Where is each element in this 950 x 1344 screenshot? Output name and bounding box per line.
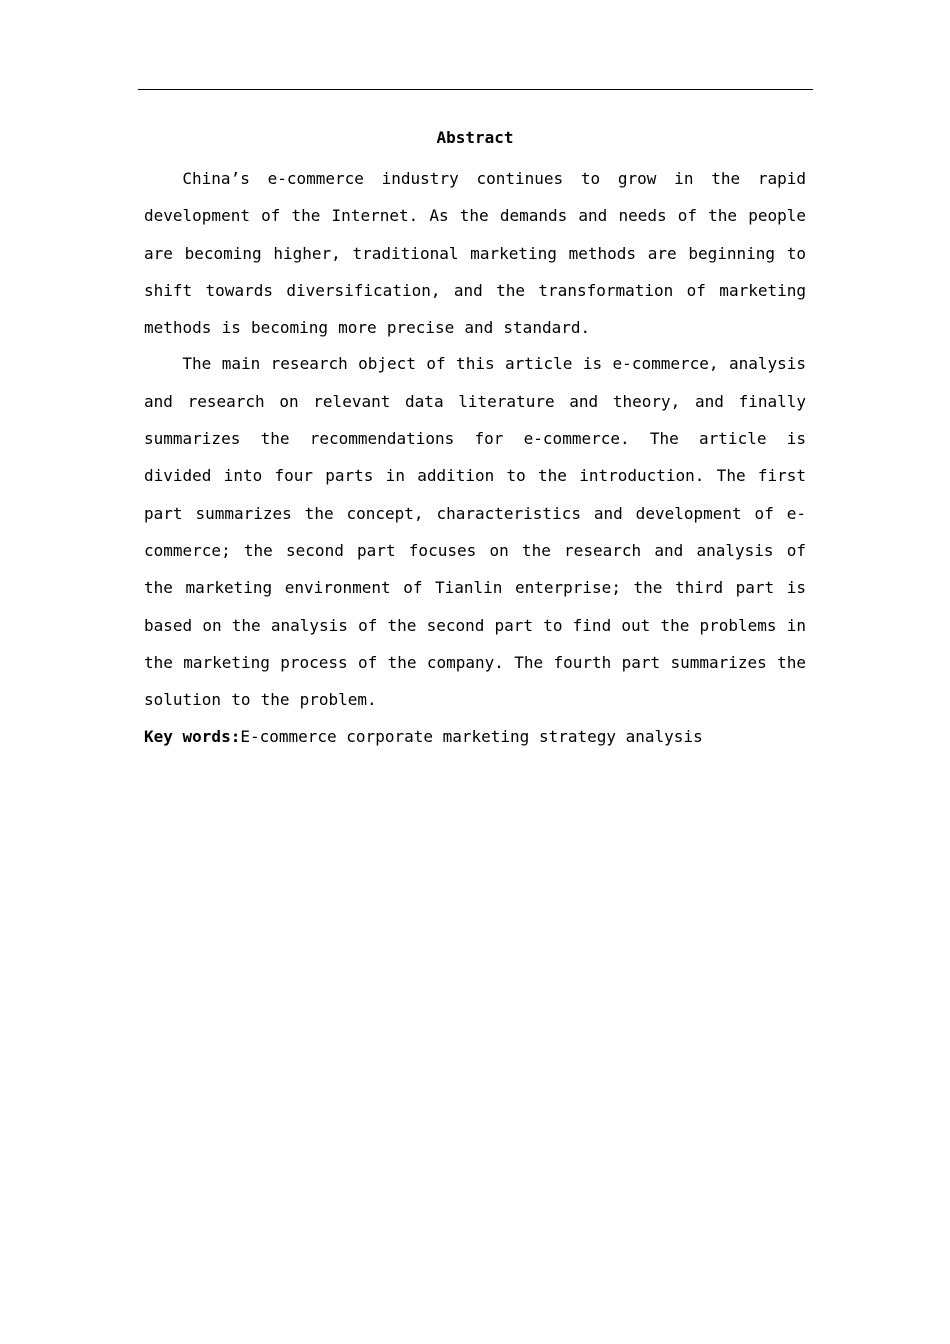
- header-rule: [138, 89, 813, 90]
- keywords-text: E-commerce corporate marketing strategy analysis: [240, 727, 703, 747]
- abstract-title: Abstract: [436, 128, 514, 147]
- abstract-section: [144, 124, 806, 755]
- keywords-label: Key words:: [144, 727, 241, 747]
- keywords-line: [144, 718, 806, 755]
- abstract-paragraph-1: China’s e-commerce industry continues to grow in the rapid development of the Internet. As the demands and needs of the people are becoming higher, traditional marketing methods are beginning to shift towards diversification, and the transformation of marketing methods is becoming more precise and standard.: [144, 169, 806, 338]
- abstract-paragraph-2: The main research object of this article is e-commerce, analysis and research on relevant data literature and theory, and finally summarizes the recommendations for e-commerce. The article is divided into four parts in addition to the introduction. The first part summarizes the concept, characteristics and development of e-commerce; the second part focuses on the research and analysis of the marketing environment of Tianlin enterprise; the third part is based on the analysis of the second part to find out the problems in the marketing process of the company. The fourth part summarizes the solution to the problem.: [144, 354, 806, 710]
